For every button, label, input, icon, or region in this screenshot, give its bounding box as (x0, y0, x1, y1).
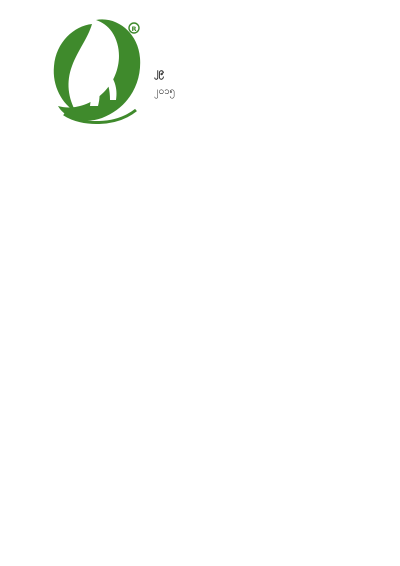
issue-line (150, 63, 380, 82)
document-subtitle (32, 166, 368, 176)
document-title (32, 147, 368, 158)
document-title-block (32, 147, 368, 176)
document-body (32, 190, 368, 556)
organization-logo (46, 14, 146, 128)
date-line (150, 82, 380, 101)
svg-text:R: R (131, 25, 137, 33)
section-heading (32, 207, 368, 216)
organization-name (150, 44, 380, 63)
intro-paragraph (32, 190, 368, 199)
closing-paragraph (32, 258, 368, 267)
header-text (150, 44, 380, 101)
section-paragraph-1 (32, 224, 368, 233)
section-paragraph-2 (32, 241, 368, 250)
issue-number: ၂၉ (154, 67, 165, 78)
year-value: ၂၀၁၅ (154, 86, 175, 97)
document-header (0, 14, 400, 134)
